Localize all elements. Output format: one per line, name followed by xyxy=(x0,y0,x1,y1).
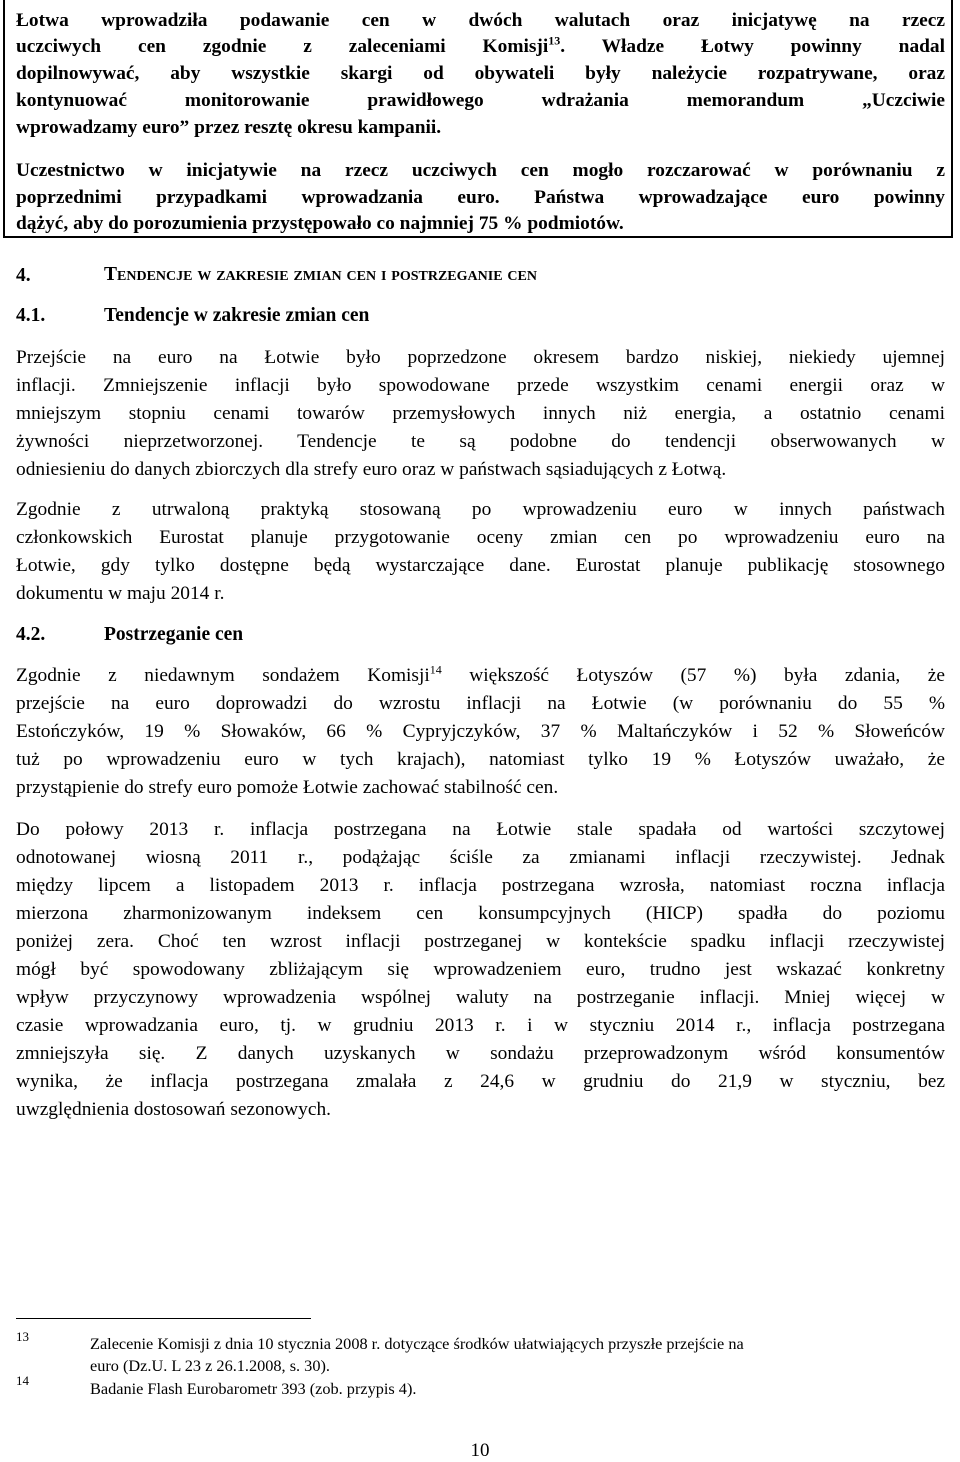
box-line: dążyć, aby do porozumienia przystępowało co najmniej 75 % podmiotów. xyxy=(16,213,624,234)
subsection-number: 4.2. xyxy=(16,624,46,645)
paragraph-line: Łotwie, gdy tylko dostępne będą wystarczające dane. Eurostat planuje publikację stosownego xyxy=(16,555,945,576)
section-number: 4. xyxy=(16,265,31,286)
paragraph-line: poniżej zera. Choć ten wzrost inflacji postrzeganej w kontekście spadku inflacji rzeczywistej xyxy=(16,931,945,952)
subsection-title: Tendencje w zakresie zmian cen xyxy=(104,305,370,326)
paragraph-line: tuż po wprowadzeniu euro w tych krajach), natomiast tylko 19 % Łotyszów uważało, że xyxy=(16,749,945,770)
box-line: poprzednimi przypadkami wprowadzania euro. Państwa wprowadzające euro powinny xyxy=(16,187,945,208)
section-title: Tendencje w zakresie zmian cen i postrzeganie cen xyxy=(104,264,537,285)
paragraph-line: uwzględnienia dostosowań sezonowych. xyxy=(16,1099,332,1120)
paragraph-line: przejście na euro doprowadzi do wzrostu inflacji na Łotwie (w porównaniu do 55 % xyxy=(16,693,945,714)
paragraph-line: mniejszym stopniu cenami towarów przemysłowych innych niż energia, a ostatnio cenami xyxy=(16,403,945,424)
paragraph-line: zmniejszyła się. Z danych uzyskanych w sondażu przeprowadzonym wśród konsumentów xyxy=(16,1043,945,1064)
box-line: Łotwa wprowadziła podawanie cen w dwóch walutach oraz inicjatywę na rzecz xyxy=(16,10,945,31)
footnote-text: Badanie Flash Eurobarometr 393 (zob. przypis 4). xyxy=(90,1379,417,1398)
paragraph-line: żywności nieprzetworzonej. Tendencje te są podobne do tendencji obserwowanych w xyxy=(16,431,945,452)
box-line: Uczestnictwo w inicjatywie na rzecz uczciwych cen mogło rozczarować w porównaniu z xyxy=(16,160,945,181)
footnote-number: 14 xyxy=(16,1373,29,1388)
paragraph-line: przystąpienie do strefy euro pomoże Łotwie zachować stabilność cen. xyxy=(16,777,559,798)
footnote-number: 13 xyxy=(16,1329,29,1344)
box-line xyxy=(16,34,945,60)
box-line: wprowadzamy euro” przez resztę okresu kampanii. xyxy=(16,117,442,138)
paragraph-text: większość Łotyszów (57 %) była zdania, że xyxy=(441,665,945,686)
paragraph-line: Do połowy 2013 r. inflacja postrzegana na Łotwie stale spadała od wartości szczytowej xyxy=(16,819,945,840)
paragraph-line: wpływ przyczynowy wprowadzenia wspólnej waluty na postrzeganie inflacji. Mniej więcej w xyxy=(16,987,945,1008)
paragraph-line: inflacji. Zmniejszenie inflacji było spowodowane przede wszystkim cenami energii oraz w xyxy=(16,375,945,396)
footnote-separator xyxy=(16,1318,311,1319)
paragraph-line: mógł być spowodowany zbliżającym się wprowadzeniem euro, trudno jest wskazać konkretny xyxy=(16,959,945,980)
footnote-ref[interactable]: 14 xyxy=(429,662,442,677)
paragraph-line: wynika, że inflacja postrzegana zmalała z 24,6 w grudniu do 21,9 w styczniu, bez xyxy=(16,1071,945,1092)
paragraph-line: Zgodnie z utrwaloną praktyką stosowaną po wprowadzeniu euro w innych państwach xyxy=(16,499,945,520)
page-number: 10 xyxy=(470,1440,490,1461)
paragraph-line: mierzona zharmonizowanym indeksem cen konsumpcyjnych (HICP) spadła do poziomu xyxy=(16,903,945,924)
paragraph-line: dokumentu w maju 2014 r. xyxy=(16,583,225,604)
box-line-text: . Władze Łotwy powinny nadal xyxy=(560,36,946,57)
subsection-number: 4.1. xyxy=(16,305,46,326)
box-line: kontynuować monitorowanie prawidłowego wdrażania memorandum „Uczciwie xyxy=(16,90,945,111)
paragraph-line: Przejście na euro na Łotwie było poprzedzone okresem bardzo niskiej, niekiedy ujemnej xyxy=(16,347,945,368)
footnote-text: Zalecenie Komisji z dnia 10 stycznia 2008 r. dotyczące środków ułatwiających przyszłe przejście na xyxy=(90,1334,744,1353)
paragraph-line xyxy=(16,662,945,690)
box-line: dopilnowywać, aby wszystkie skargi od obywateli były należycie rozpatrywane, oraz xyxy=(16,63,945,84)
paragraph-line: Estończyków, 19 % Słowaków, 66 % Cypryjczyków, 37 % Maltańczyków i 52 % Słoweńców xyxy=(16,721,945,742)
paragraph-line: odnotowanej wiosną 2011 r., podążając ściśle za zmianami inflacji rzeczywistej. Jednak xyxy=(16,847,945,868)
paragraph-text: Zgodnie z niedawnym sondażem Komisji xyxy=(16,665,430,686)
paragraph-line: czasie wprowadzania euro, tj. w grudniu 2013 r. i w styczniu 2014 r., inflacja postrzegana xyxy=(16,1015,945,1036)
subsection-title: Postrzeganie cen xyxy=(104,624,244,645)
box-line-text: uczciwych cen zgodnie z zaleceniami Komisji xyxy=(16,36,549,57)
paragraph-line: członkowskich Eurostat planuje przygotowanie oceny zmian cen po wprowadzeniu euro na xyxy=(16,527,945,548)
footnote-text: euro (Dz.U. L 23 z 26.1.2008, s. 30). xyxy=(90,1356,330,1375)
paragraph-line: między lipcem a listopadem 2013 r. inflacja postrzegana wzrosła, natomiast roczna inflacja xyxy=(16,875,945,896)
footnote-ref[interactable]: 13 xyxy=(548,33,561,48)
paragraph-line: odniesieniu do danych zbiorczych dla strefy euro oraz w państwach sąsiadujących z Łotwą. xyxy=(16,459,727,480)
